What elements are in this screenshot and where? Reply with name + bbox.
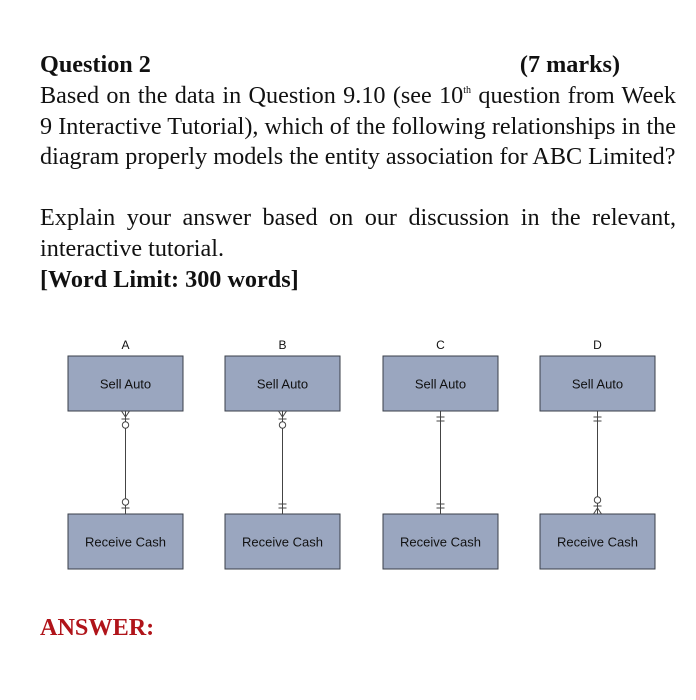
question-title: Question 2: [40, 51, 151, 78]
word-limit: [Word Limit: 300 words]: [40, 265, 299, 293]
entity-label-top: Sell Auto: [256, 376, 309, 392]
entity-label-top: Sell Auto: [414, 376, 467, 392]
entity-label-bottom: Receive Cash: [242, 534, 323, 550]
option-letter: C: [436, 338, 445, 352]
entity-label-top: Sell Auto: [571, 376, 624, 392]
crowfoot-prong: [122, 411, 126, 417]
crowfoot-prong: [594, 508, 598, 514]
question-marks: (7 marks): [519, 51, 620, 78]
ordinal-superscript: th: [463, 84, 472, 96]
entity-label-bottom: Receive Cash: [85, 534, 166, 550]
crowfoot-prong: [279, 411, 283, 417]
crowfoot-prong: [598, 508, 602, 514]
optional-circle: [122, 499, 128, 505]
answer-label: ANSWER:: [40, 614, 155, 641]
paragraph-text-start: Based on the data in Question 9.10 (see 10: [40, 81, 464, 109]
crowfoot-prong: [283, 411, 287, 417]
optional-circle: [122, 422, 128, 428]
entity-label-top: Sell Auto: [99, 376, 152, 392]
option-letter: A: [121, 338, 130, 352]
option-letter: D: [593, 338, 602, 352]
instruction-paragraph: Explain your answer based on our discussion in the relevant, interactive tutorial.: [40, 204, 676, 262]
option-letter: B: [278, 338, 287, 352]
crowfoot-prong: [126, 411, 130, 417]
optional-circle: [594, 497, 600, 503]
entity-label-bottom: Receive Cash: [400, 534, 481, 550]
optional-circle: [279, 422, 285, 428]
paragraph-text-end: question from Week 9 Interactive Tutorial), which of the following relationships in the diagram properly models the entity association for ABC Limited?: [40, 81, 676, 171]
entity-label-bottom: Receive Cash: [557, 534, 638, 550]
